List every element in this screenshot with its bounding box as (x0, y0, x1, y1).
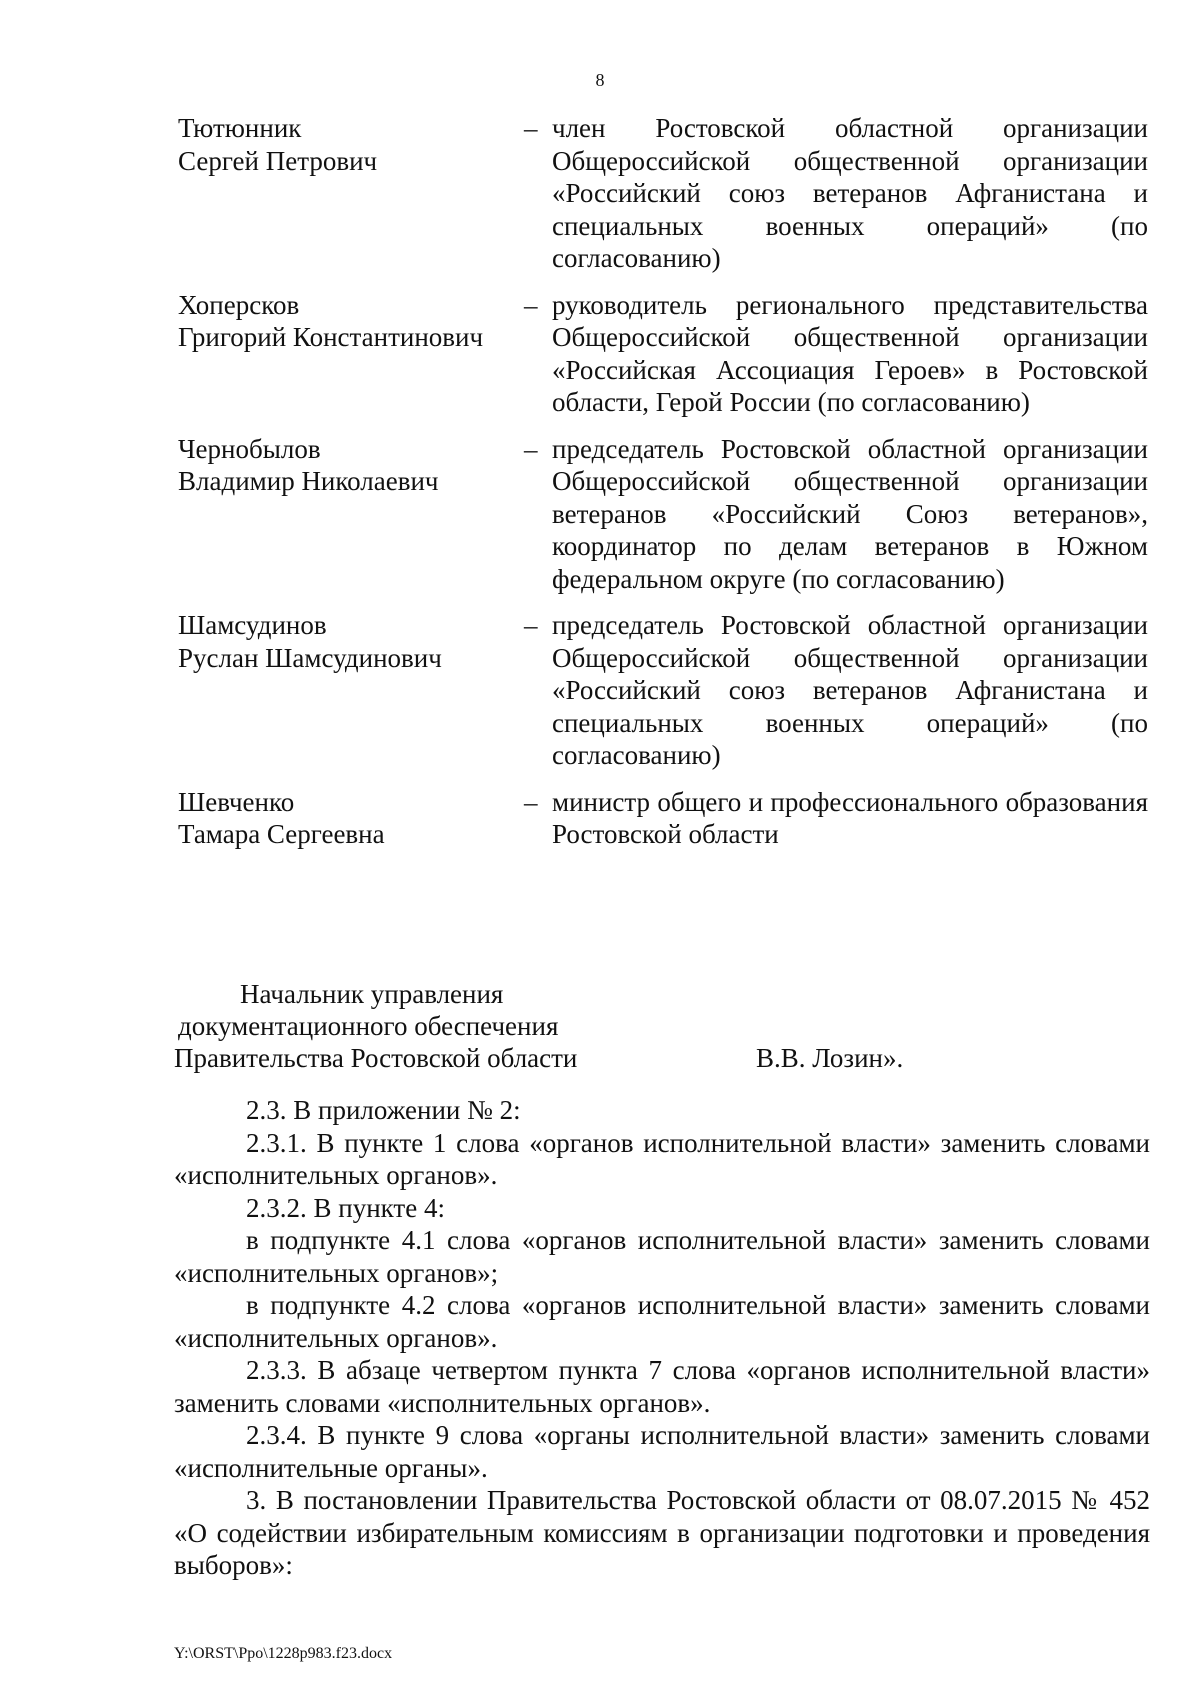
signature-title-line-2: документационного обеспечения (178, 1011, 559, 1041)
paragraph: в подпункте 4.1 слова «органов исполнительной власти» заменить словами «исполнительных органов»; (174, 1225, 1150, 1288)
member-given-names: Владимир Николаевич (178, 466, 439, 496)
member-name (178, 609, 524, 772)
member-role: руководитель регионального представительства Общероссийской общественной организации «Российская Ассоциация Героев» в Ростовской области, Герой России (по согласованию) (552, 289, 1148, 417)
paragraph: 2.3. В приложении № 2: (246, 1095, 521, 1125)
member-dash: – (524, 113, 538, 143)
member-given-names: Сергей Петрович (178, 145, 378, 176)
member-role: член Ростовской областной организации Общероссийской общественной организации «Российский союз ветеранов Афганистана и специальных военных операций» (по согласованию) (552, 113, 1148, 273)
member-role: председатель Ростовской областной организации Общероссийской общественной организации «Российский союз ветеранов Афганистана и специальных военных операций» (по согласованию) (552, 610, 1148, 770)
signatory-name: В.В. Лозин». (756, 1043, 904, 1073)
member-entry (178, 112, 1150, 275)
member-entry (178, 433, 1150, 596)
member-name (178, 433, 524, 596)
member-name (178, 112, 524, 275)
file-path-footer: Y:\ORST\Ppo\1228p983.f23.docx (174, 1645, 393, 1662)
member-surname: Хоперсков (178, 289, 300, 320)
paragraph: 2.3.4. В пункте 9 слова «органы исполнительной власти» заменить словами «исполнительные органы». (174, 1420, 1150, 1483)
member-surname: Чернобылов (178, 433, 321, 464)
member-role: министр общего и профессионального образования Ростовской области (552, 786, 1148, 849)
member-surname: Тютюнник (178, 113, 302, 143)
member-name (178, 289, 524, 419)
page-number: 8 (595, 70, 605, 90)
paragraph: 2.3.2. В пункте 4: (246, 1192, 445, 1223)
member-name (178, 786, 524, 851)
member-dash: – (524, 433, 538, 464)
member-list (178, 112, 1150, 865)
member-entry (178, 289, 1150, 419)
paragraph: 2.3.1. В пункте 1 слова «органов исполнительной власти» заменить словами «исполнительных органов». (174, 1127, 1150, 1190)
member-surname: Шевченко (178, 786, 295, 817)
member-role: председатель Ростовской областной организации Общероссийской общественной организации ветеранов «Российский Союз ветеранов», координатор по делам ветеранов в Южном федеральном округе (по согласованию) (552, 433, 1148, 594)
member-dash: – (524, 289, 538, 320)
paragraph: 2.3.3. В абзаце четвертом пункта 7 слова «органов исполнительной власти» заменить словами «исполнительных органов». (174, 1355, 1150, 1418)
paragraph: 3. В постановлении Правительства Ростовской области от 08.07.2015 № 452 «О содействии избирательным комиссиям в организации подготовки и проведения выборов»: (174, 1485, 1150, 1580)
member-given-names: Тамара Сергеевна (178, 819, 385, 849)
member-surname: Шамсудинов (178, 610, 327, 640)
member-given-names: Руслан Шамсудинович (178, 642, 442, 673)
signature-title-line-1: Начальник управления (240, 979, 504, 1009)
member-entry (178, 609, 1150, 772)
signature-title-line-3: Правительства Ростовской области (174, 1043, 578, 1073)
member-dash: – (524, 610, 538, 640)
member-given-names: Григорий Константинович (178, 322, 484, 352)
member-entry (178, 786, 1150, 851)
member-dash: – (524, 786, 538, 817)
amendment-text (174, 1094, 1150, 1582)
paragraph: в подпункте 4.2 слова «органов исполнительной власти» заменить словами «исполнительных органов». (174, 1290, 1150, 1353)
